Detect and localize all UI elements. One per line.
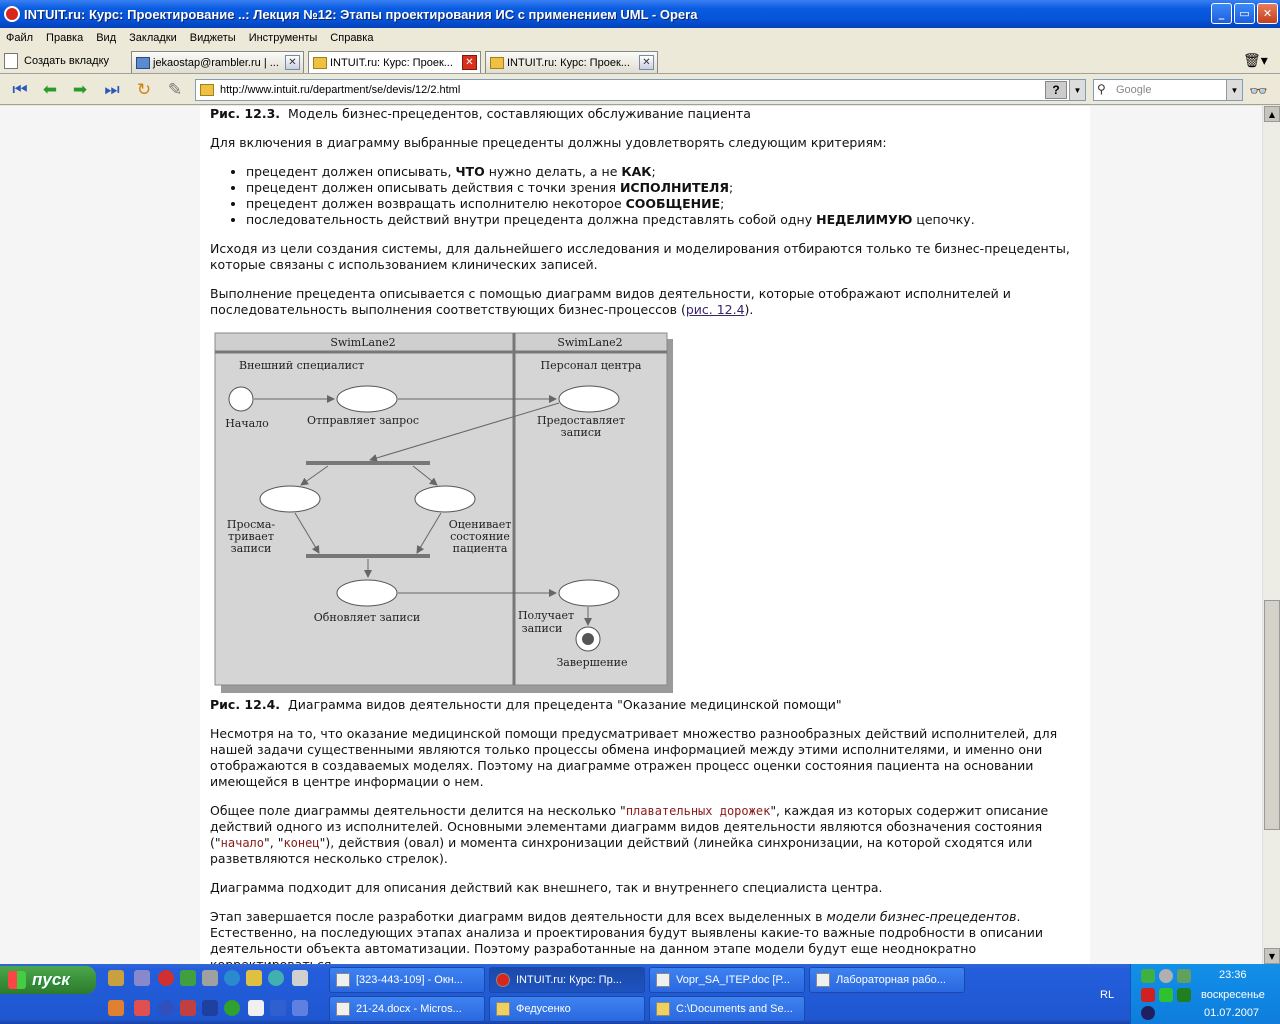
list-item: • прецедент должен описывать действия с точки зрения ИСПОЛНИТЕЛЯ;	[246, 180, 1088, 196]
taskbar-item[interactable]: Лабораторная рабо...	[809, 967, 965, 993]
minimize-button[interactable]: _	[1211, 3, 1232, 24]
start-label: пуск	[32, 970, 70, 989]
action-label: пациента	[452, 542, 508, 555]
end-label: Завершение	[556, 656, 628, 669]
menu-tools[interactable]: Инструменты	[248, 32, 318, 44]
search-dropdown-icon[interactable]: ▼	[1226, 80, 1242, 100]
figure-link[interactable]: рис. 12.4	[685, 302, 745, 317]
page-viewport	[0, 106, 1262, 964]
action-label: записи	[230, 542, 272, 555]
window-title: INTUIT.ru: Курс: Проектирование ..: Лекция №12: Этапы проектирования ИС с применением UML - Opera	[24, 6, 698, 22]
mail-icon	[136, 57, 150, 69]
word-doc-icon	[816, 973, 830, 987]
quicklaunch-icon[interactable]	[158, 970, 174, 986]
action-send-request	[337, 386, 397, 412]
menu-bar	[0, 28, 1280, 48]
caption-number: Рис. 12.3.	[210, 106, 281, 121]
menu-file[interactable]: Файл	[6, 32, 34, 44]
right-margin	[1090, 106, 1262, 964]
activity-diagram-svg	[213, 331, 673, 693]
start-button[interactable]	[0, 966, 96, 994]
word-doc-icon	[656, 973, 670, 987]
new-tab-button[interactable]	[4, 51, 109, 71]
criteria-list	[246, 164, 1088, 228]
windows-logo-icon	[8, 971, 26, 989]
action-label: Предоставляет	[536, 414, 626, 427]
trash-icon[interactable]: 🗑▾	[1243, 53, 1268, 69]
search-field[interactable]	[1093, 79, 1243, 101]
end-node-core	[582, 633, 594, 645]
close-window-button[interactable]: ✕	[1257, 3, 1278, 24]
tab-close-icon[interactable]: ✕	[462, 55, 477, 70]
forward-icon[interactable]: ➡	[72, 80, 88, 100]
quicklaunch-icon[interactable]	[180, 970, 196, 986]
tab-label: INTUIT.ru: Курс: Проек...	[507, 56, 630, 69]
tab-intuit[interactable]	[485, 51, 658, 73]
taskbar-item-active[interactable]: INTUIT.ru: Курс: Пр...	[489, 967, 645, 993]
new-page-icon	[4, 53, 18, 69]
tab-bar	[0, 48, 1280, 74]
action-assess-state	[415, 486, 475, 512]
clock-date: 01.07.2007	[1204, 1007, 1260, 1019]
language-indicator[interactable]: RL	[1100, 989, 1115, 1001]
vertical-scrollbar[interactable]	[1262, 106, 1280, 964]
paragraph: Этап завершается после разработки диаграмм видов деятельности для всех выделенных в модели бизнес-прецедентов. Естественно, на последующих этапах анализа и проектирования будут выявлены какие-то важные подробности в описании деятельности объекта автоматизации. Поэтому разработанные на данном этапе модели будут еще неоднократно	[210, 909, 1043, 956]
action-label: Отправляет запрос	[307, 414, 419, 427]
paragraph: Для включения в диаграмму выбранные прецеденты должны удовлетворять следующим критериям:	[210, 135, 887, 150]
action-label: тривает	[228, 530, 274, 543]
page-favicon-icon	[490, 57, 504, 69]
menu-view[interactable]: Вид	[96, 32, 117, 44]
lane1-header: SwimLane2	[330, 336, 396, 349]
tab-label: jekaostap@rambler.ru | ...	[153, 56, 279, 69]
folder-icon	[656, 1002, 670, 1016]
lane2-header: SwimLane2	[557, 336, 623, 349]
address-url: http://www.intuit.ru/department/se/devis/12/2.html	[220, 84, 461, 96]
start-label: Начало	[225, 417, 269, 430]
scroll-down-icon[interactable]: ▼	[1264, 948, 1280, 964]
quicklaunch-icon[interactable]	[248, 1000, 264, 1016]
left-margin	[0, 106, 200, 964]
quicklaunch-icon[interactable]	[108, 970, 124, 986]
taskbar	[0, 964, 1280, 1024]
edit-pen-icon[interactable]: ✎	[167, 80, 183, 100]
search-placeholder: Google	[1116, 84, 1152, 96]
paragraph: Исходя из цели создания системы, для дальнейшего исследования и моделирования отбираются только те бизнес-прецеденты, которые связаны с использованием клинических записей.	[210, 241, 1070, 272]
kaspersky-icon[interactable]	[1141, 988, 1155, 1002]
quicklaunch-icon[interactable]	[246, 970, 262, 986]
paragraph: Общее поле диаграммы деятельности делится на несколько "плавательных дорожек", каждая из которых содержит описание действий одного из исполнителей. Основными элементами диаграмм видов деятельности являются обозначения состояния ("начало", "конец"), действия (овал) и момента синхронизации действий (линейка синхронизации, на которой сходятся или разветвляются несколько стрелок).	[210, 803, 1049, 866]
maximize-button[interactable]: ▭	[1234, 3, 1255, 24]
action-label: записи	[560, 426, 602, 439]
tray-icon[interactable]	[1141, 1006, 1155, 1020]
navigation-toolbar	[0, 75, 1280, 105]
tray-icon[interactable]	[1141, 969, 1155, 983]
address-bar[interactable]	[195, 79, 1086, 101]
quicklaunch-icon[interactable]	[202, 1000, 218, 1016]
opera-icon	[496, 973, 510, 987]
list-item: • прецедент должен возвращать исполнителю некоторое СООБЩЕНИЕ;	[246, 196, 1088, 212]
action-update-records	[337, 580, 397, 606]
tab-label: INTUIT.ru: Курс: Проек...	[330, 56, 453, 69]
help-icon[interactable]: ?	[1045, 81, 1067, 99]
quicklaunch-icon[interactable]	[292, 970, 308, 986]
clock-time: 23:36	[1219, 969, 1247, 981]
quicklaunch-icon[interactable]	[108, 1000, 124, 1016]
tab-close-icon[interactable]: ✕	[285, 55, 300, 70]
quicklaunch-icon[interactable]	[224, 1000, 240, 1016]
back-icon[interactable]: ⬅	[42, 80, 58, 100]
reload-icon[interactable]: ↻	[136, 80, 152, 100]
article-content	[210, 106, 1088, 986]
quicklaunch-icon[interactable]	[268, 970, 284, 986]
tray-icon[interactable]	[1177, 969, 1191, 983]
fast-forward-icon[interactable]: ⏭	[104, 80, 120, 100]
action-label: Просма-	[226, 518, 276, 531]
clock-day: воскресенье	[1201, 989, 1265, 1001]
menu-edit[interactable]: Правка	[46, 32, 84, 44]
list-item: • последовательность действий внутри прецедента должна представлять собой одну НЕДЕЛИМУЮ цепочку.	[246, 212, 1088, 228]
action-label: Оценивает	[448, 518, 512, 531]
action-receive-records	[559, 580, 619, 606]
paragraph: Диаграмма подходит для описания действий как внешнего, так и внутреннего специалиста центра.	[210, 880, 883, 895]
folder-icon	[496, 1002, 510, 1016]
action-provide-records	[559, 386, 619, 412]
list-item: • прецедент должен описывать, ЧТО нужно делать, а не КАК;	[246, 164, 1088, 180]
figure-caption-12-3	[210, 106, 1088, 122]
tab-intuit-active[interactable]	[308, 51, 481, 73]
caption-text: Диаграмма видов деятельности для прецедента "Оказание медицинской помощи"	[288, 697, 842, 712]
new-tab-label: Создать вкладку	[24, 55, 110, 67]
word-doc-icon	[336, 1002, 350, 1016]
lane1-actor: Внешний специалист	[239, 359, 365, 372]
menu-widgets[interactable]: Виджеты	[189, 32, 236, 44]
search-icon: ⚲	[1097, 82, 1106, 96]
rewind-icon[interactable]: ⏮	[12, 80, 28, 100]
tab-mail[interactable]	[131, 51, 304, 73]
address-dropdown-icon[interactable]: ▼	[1069, 80, 1085, 100]
menu-bookmarks[interactable]: Закладки	[129, 32, 177, 44]
taskbar-item[interactable]: Vopr_SA_ITEP.doc [Р...	[649, 967, 805, 993]
menu-help[interactable]: Справка	[330, 32, 374, 44]
title-bar	[0, 0, 1280, 28]
quicklaunch-icon[interactable]	[134, 1000, 150, 1016]
taskbar-item[interactable]: C:\Documents and Se...	[649, 996, 805, 1022]
glasses-icon[interactable]: 👓	[1249, 82, 1268, 100]
start-node	[229, 387, 253, 411]
figure-caption-12-4	[210, 697, 1088, 713]
paragraph: Несмотря на то, что оказание медицинской помощи предусматривает множество разнообразных действий исполнителей, для нашей задачи существенными являются только процессы обмена информацией между этими исполнителями, и именно они отображаются в создаваемых моделях. Поэтому на диаграмме отражен процесс оценки состояния пациента на основании имеющейся в центре информации о нем.	[210, 726, 1058, 789]
tray-icon[interactable]	[1159, 988, 1173, 1002]
scroll-up-icon[interactable]: ▲	[1264, 106, 1280, 122]
caption-number: Рис. 12.4.	[210, 697, 281, 712]
scroll-thumb[interactable]	[1264, 600, 1280, 830]
quicklaunch-icon[interactable]	[292, 1000, 308, 1016]
action-label: Получает	[517, 609, 575, 622]
taskbar-item[interactable]: Федусенко	[489, 996, 645, 1022]
quicklaunch-icon[interactable]	[270, 1000, 286, 1016]
action-label: Обновляет записи	[313, 611, 421, 624]
lane2-actor: Персонал центра	[540, 359, 642, 372]
quicklaunch-icon[interactable]	[180, 1000, 196, 1016]
page-favicon-icon	[200, 84, 214, 96]
tray-icon[interactable]	[1159, 969, 1173, 983]
activity-diagram	[213, 331, 673, 693]
action-label: записи	[521, 622, 563, 635]
tray-icon[interactable]	[1177, 988, 1191, 1002]
quicklaunch-icon[interactable]	[224, 970, 240, 986]
opera-icon	[4, 6, 20, 22]
caption-text: Модель бизнес-прецедентов, составляющих обслуживание пациента	[288, 106, 751, 121]
action-review-records	[260, 486, 320, 512]
quicklaunch-icon[interactable]	[134, 970, 150, 986]
page-favicon-icon	[313, 57, 327, 69]
tab-close-icon[interactable]: ✕	[639, 55, 654, 70]
quicklaunch-icon[interactable]	[202, 970, 218, 986]
paragraph: Выполнение прецедента описывается с помощью диаграмм видов деятельности, которые отображают исполнителей и последовательность выполнения соответствующих бизнес-процессов (рис. 12.4).	[210, 286, 1011, 317]
taskbar-item[interactable]: 21-24.docx - Micros...	[329, 996, 485, 1022]
quicklaunch-icon[interactable]	[158, 1000, 174, 1016]
taskbar-item[interactable]: [323-443-109] - Окн...	[329, 967, 485, 993]
window-icon	[336, 973, 350, 987]
system-tray	[1130, 964, 1280, 1024]
action-label: состояние	[450, 530, 510, 543]
